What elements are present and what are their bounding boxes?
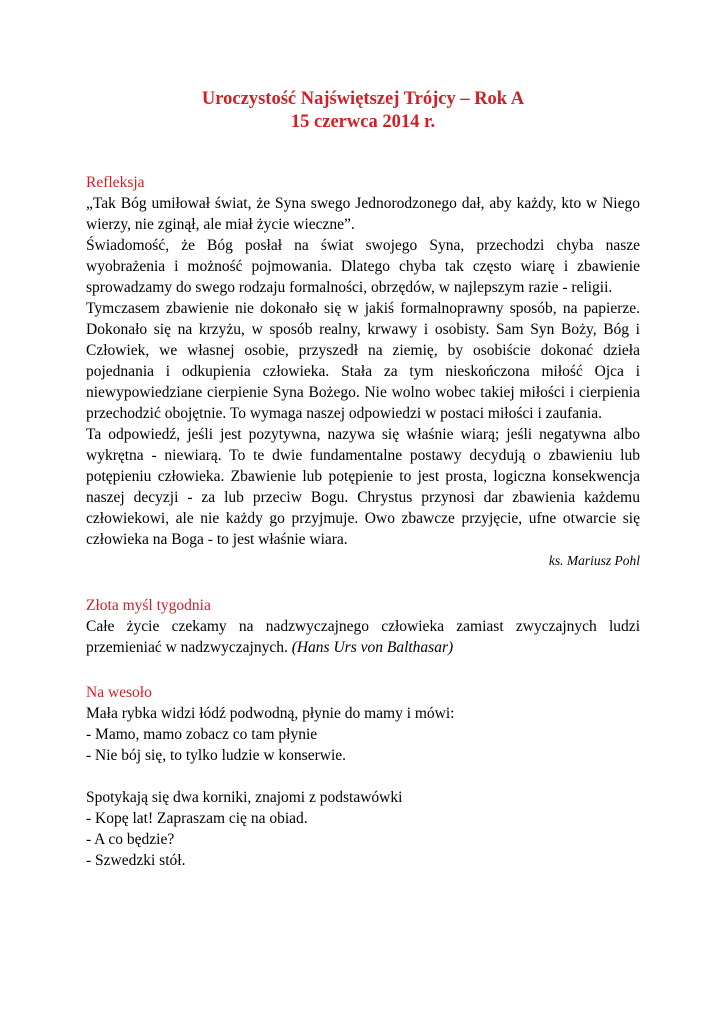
joke-line: - Nie bój się, to tylko ludzie w konserwie. bbox=[86, 747, 347, 764]
reflection-paragraph: „Tak Bóg umiłował świat, że Syna swego Jednorodzonego dał, aby każdy, kto w Niego wierzy, nie zginął, ale miał życie wieczne”. bbox=[86, 195, 640, 233]
page-date: 15 czerwca 2014 r. bbox=[290, 112, 436, 132]
reflection-paragraph: Świadomość, że Bóg posłał na świat swojego Syna, przechodzi chyba nasze wyobrażenia i możność pojmowania. Dlatego chyba tak często wiarę i zbawienie sprowadzamy do swego rodzaju formalności, obrzędów, w najlepszym razie - religii. bbox=[86, 237, 640, 296]
joke-line: - A co będzie? bbox=[86, 831, 175, 848]
humor-heading: Na wesoło bbox=[86, 684, 152, 701]
golden-thought-section bbox=[86, 595, 640, 658]
reflection-paragraph: Tymczasem zbawienie nie dokonało się w jakiś formalnoprawny sposób, na papierze. Dokonało się na krzyżu, w sposób realny, krwawy i osobisty. Sam Syn Boży, Bóg i Człowiek, we własnej osobie, przyszedł na ziemię, by osobiście dokonać dzieła pojednania i odkupienia człowieka. Stała za tym nieskończona miłość Ojca i niewypowiedziane cierpienie Syna Bożego. Nie wolno wobec takiej miłości i cierpienia przechodzić obojętnie. To wymaga naszej odpowiedzi w postaci miłości i zaufania. bbox=[86, 300, 640, 422]
reflection-author: ks. Mariusz Pohl bbox=[548, 553, 640, 568]
joke-line: - Kopę lat! Zapraszam cię na obiad. bbox=[86, 810, 308, 827]
golden-thought-author: (Hans Urs von Balthasar) bbox=[291, 639, 454, 656]
joke-line: - Mamo, mamo zobacz co tam płynie bbox=[86, 726, 318, 743]
golden-thought-heading: Złota myśl tygodnia bbox=[86, 597, 211, 614]
page-title: Uroczystość Najświętszej Trójcy – Rok A bbox=[201, 89, 525, 109]
reflection-section bbox=[86, 172, 640, 571]
joke-line: - Szwedzki stół. bbox=[86, 852, 186, 869]
document-page bbox=[86, 88, 640, 871]
humor-section bbox=[86, 682, 640, 871]
golden-thought-text bbox=[86, 616, 640, 658]
golden-thought-quote: Całe życie czekamy na nadzwyczajnego człowieka zamiast zwyczajnych ludzi przemieniać w nadzwyczajnych. bbox=[86, 618, 640, 656]
joke-line: Spotykają się dwa korniki, znajomi z podstawówki bbox=[86, 789, 403, 806]
reflection-paragraph: Ta odpowiedź, jeśli jest pozytywna, nazywa się właśnie wiarą; jeśli negatywna albo wykrętna - niewiarą. To te dwie fundamentalne postawy decydują o zbawieniu lub potępieniu człowieka. Zbawienie lub potępienie to jest prosta, logiczna konsekwencja naszej decyzji - za lub przeciw Bogu. Chrystus przynosi dar zbawienia każdemu człowiekowi, ale nie każdy go przyjmuje. Owo zbawcze przyjęcie, ufne otwarcie się człowieka na Boga - to jest właśnie wiara. bbox=[86, 426, 640, 548]
reflection-heading: Refleksja bbox=[86, 174, 145, 191]
joke-line: Mała rybka widzi łódź podwodną, płynie do mamy i mówi: bbox=[86, 705, 455, 722]
